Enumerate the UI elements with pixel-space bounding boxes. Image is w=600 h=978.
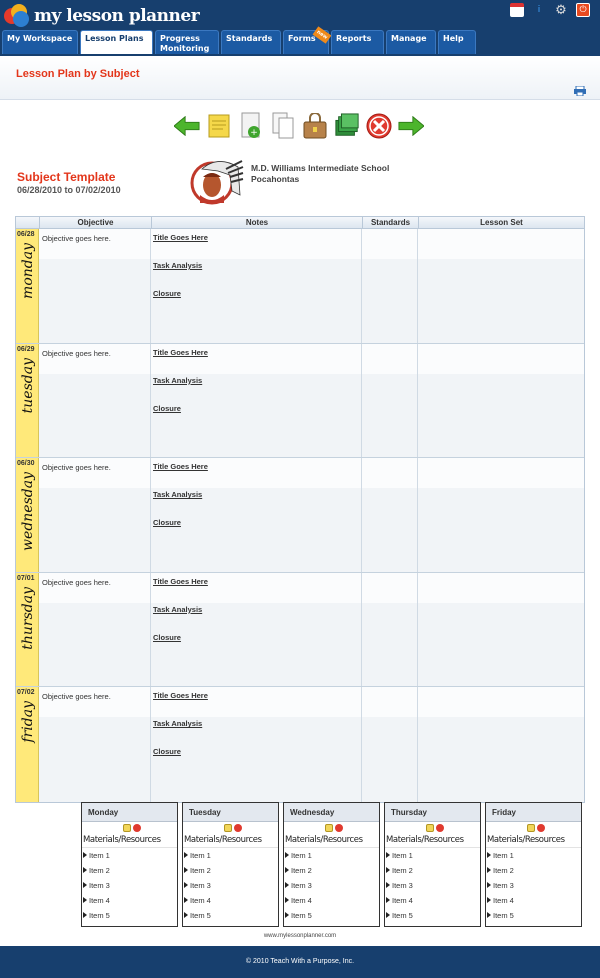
edit-icon[interactable] <box>123 824 131 832</box>
materials-label: Materials/Resources <box>486 833 581 848</box>
standards-cell[interactable] <box>362 229 418 343</box>
list-item: Item 2 <box>486 863 581 878</box>
task-analysis-link[interactable]: Task Analysis <box>153 490 203 500</box>
remove-icon[interactable] <box>436 824 444 832</box>
app-header <box>0 0 600 56</box>
day-label <box>16 344 39 458</box>
remove-icon[interactable] <box>335 824 343 832</box>
day-date: 07/01 <box>17 574 35 582</box>
list-item: Item 5 <box>385 908 480 923</box>
closure-link[interactable]: Closure <box>153 747 181 757</box>
materials-day-header: Tuesday <box>183 803 278 822</box>
day-row-monday <box>16 229 584 344</box>
materials-section <box>81 802 582 927</box>
materials-box-wednesday <box>283 802 380 927</box>
materials-day-header: Friday <box>486 803 581 822</box>
svg-text:+: + <box>250 128 258 138</box>
list-item: Item 4 <box>82 893 177 908</box>
closure-link[interactable]: Closure <box>153 632 181 642</box>
list-item: Item 2 <box>82 863 177 878</box>
lesson-set-cell[interactable] <box>418 687 584 802</box>
day-date: 07/02 <box>17 689 35 697</box>
day-name: monday <box>20 243 36 299</box>
list-item: Item 4 <box>486 893 581 908</box>
plan-header-row <box>16 217 584 229</box>
gear-icon[interactable]: ⚙ <box>555 2 567 18</box>
materials-box-thursday <box>384 802 481 927</box>
day-date: 06/30 <box>17 460 35 468</box>
materials-day-header: Wednesday <box>284 803 379 822</box>
school-name: M.D. Williams Intermediate School Pocahontas <box>251 163 390 184</box>
objective-cell[interactable]: Objective goes here. <box>39 573 151 687</box>
school-subtitle: Pocahontas <box>251 174 300 184</box>
list-item: Item 4 <box>385 893 480 908</box>
standards-cell[interactable] <box>362 573 418 687</box>
objective-cell[interactable]: Objective goes here. <box>39 458 151 572</box>
remove-icon[interactable] <box>133 824 141 832</box>
task-analysis-link[interactable]: Task Analysis <box>153 719 203 729</box>
list-item: Item 5 <box>82 908 177 923</box>
standards-cell[interactable] <box>362 687 418 802</box>
day-label <box>16 229 39 343</box>
list-item: Item 1 <box>183 848 278 863</box>
materials-day-header: Monday <box>82 803 177 822</box>
lesson-plan-table <box>15 216 585 803</box>
new-badge: new <box>313 26 332 43</box>
books-icon[interactable] <box>334 112 360 140</box>
site-url[interactable]: www.mylessonplanner.com <box>263 933 337 939</box>
remove-icon[interactable] <box>537 824 545 832</box>
standards-cell[interactable] <box>362 344 418 458</box>
title-link[interactable]: Title Goes Here <box>153 233 208 242</box>
objective-cell[interactable]: Objective goes here. <box>39 344 151 458</box>
copyright-text: © 2010 Teach With a Purpose, Inc. <box>245 958 355 965</box>
list-item: Item 3 <box>385 878 480 893</box>
tab-progress-monitoring[interactable]: Progress Monitoring <box>155 30 219 54</box>
list-item: Item 5 <box>183 908 278 923</box>
day-date: 06/28 <box>17 231 35 238</box>
subject-template-title: Subject Template <box>17 170 116 184</box>
materials-label: Materials/Resources <box>385 833 480 848</box>
materials-label: Materials/Resources <box>82 833 177 848</box>
standards-cell[interactable] <box>362 458 418 572</box>
materials-box-monday <box>81 802 178 927</box>
day-label <box>16 687 39 802</box>
page-footer <box>0 946 600 978</box>
power-icon[interactable]: ⏻ <box>576 3 590 17</box>
back-arrow-icon[interactable] <box>174 112 200 140</box>
list-item: Item 3 <box>82 878 177 893</box>
materials-day-header: Thursday <box>385 803 480 822</box>
lock-briefcase-icon[interactable] <box>302 112 328 140</box>
info-icon[interactable]: i <box>537 5 541 15</box>
list-item: Item 2 <box>385 863 480 878</box>
list-item: Item 5 <box>284 908 379 923</box>
forward-arrow-icon[interactable] <box>398 112 424 140</box>
day-name: tuesday <box>20 357 36 413</box>
day-row-wednesday <box>16 458 584 573</box>
lesson-set-cell[interactable] <box>418 229 584 343</box>
copy-page-icon[interactable] <box>270 112 296 140</box>
day-row-thursday <box>16 573 584 688</box>
edit-icon[interactable] <box>527 824 535 832</box>
day-name: friday <box>20 701 36 743</box>
materials-label: Materials/Resources <box>284 833 379 848</box>
day-date: 06/29 <box>17 345 35 353</box>
task-analysis-link[interactable]: Task Analysis <box>153 604 203 614</box>
task-analysis-link[interactable]: Task Analysis <box>153 375 203 385</box>
title-link[interactable]: Title Goes Here <box>153 691 208 701</box>
notes-cell <box>151 458 362 572</box>
day-column-header <box>16 217 39 228</box>
new-page-icon[interactable] <box>238 112 264 140</box>
logo-ball-icon <box>4 4 30 28</box>
calendar-icon[interactable] <box>510 3 524 17</box>
title-link[interactable]: Title Goes Here <box>153 347 208 357</box>
lesson-set-cell[interactable] <box>418 458 584 572</box>
title-link[interactable]: Title Goes Here <box>153 576 208 586</box>
closure-link[interactable]: Closure <box>153 403 181 413</box>
list-item: Item 3 <box>183 878 278 893</box>
main-nav <box>0 30 476 54</box>
standards-column-header: Standards <box>362 217 418 228</box>
notes-column-header: Notes <box>151 217 362 228</box>
day-name: thursday <box>20 586 36 650</box>
notes-cell <box>151 687 362 802</box>
list-item: Item 4 <box>183 893 278 908</box>
list-item: Item 2 <box>183 863 278 878</box>
app-logo[interactable] <box>4 4 199 28</box>
lesson-set-column-header: Lesson Set <box>418 217 584 228</box>
list-item: Item 1 <box>385 848 480 863</box>
lesson-set-cell[interactable] <box>418 573 584 687</box>
tab-lesson-plans[interactable]: Lesson Plans <box>80 30 153 54</box>
list-item: Item 4 <box>284 893 379 908</box>
edit-icon[interactable] <box>224 824 232 832</box>
sticky-note-icon[interactable] <box>206 112 232 140</box>
list-item: Item 5 <box>486 908 581 923</box>
school-mascot-logo <box>188 155 244 207</box>
objective-cell[interactable]: Objective goes here. <box>39 687 151 802</box>
tab-manage[interactable]: Manage <box>386 30 436 54</box>
page-title: Lesson Plan by Subject <box>16 68 140 80</box>
remove-icon[interactable] <box>234 824 242 832</box>
materials-label: Materials/Resources <box>183 833 278 848</box>
logo-text: my lesson planner <box>34 6 200 26</box>
objective-column-header: Objective <box>39 217 151 228</box>
edit-icon[interactable] <box>426 824 434 832</box>
tab-help[interactable]: Help <box>438 30 476 54</box>
plan-toolbar <box>174 112 424 140</box>
tab-reports[interactable]: Reports <box>331 30 384 54</box>
list-item: Item 2 <box>284 863 379 878</box>
notes-cell <box>151 344 362 458</box>
day-label <box>16 573 39 687</box>
list-item: Item 1 <box>284 848 379 863</box>
tab-my-workspace[interactable]: My Workspace <box>2 30 78 54</box>
title-area <box>0 56 600 100</box>
tab-standards[interactable]: Standards <box>221 30 281 54</box>
day-row-friday <box>16 687 584 802</box>
day-row-tuesday <box>16 344 584 459</box>
list-item: Item 3 <box>284 878 379 893</box>
materials-box-friday <box>485 802 582 927</box>
edit-icon[interactable] <box>325 824 333 832</box>
list-item: Item 1 <box>486 848 581 863</box>
materials-box-tuesday <box>182 802 279 927</box>
list-item: Item 1 <box>82 848 177 863</box>
tab-forms[interactable]: Forms new <box>283 30 329 54</box>
notes-cell <box>151 229 362 343</box>
print-icon[interactable] <box>574 86 586 96</box>
task-analysis-link[interactable]: Task Analysis <box>153 261 203 270</box>
title-link[interactable]: Title Goes Here <box>153 462 208 472</box>
day-name: wednesday <box>20 472 36 552</box>
notes-cell <box>151 573 362 687</box>
delete-icon[interactable] <box>366 112 392 140</box>
closure-link[interactable]: Closure <box>153 289 181 298</box>
lesson-set-cell[interactable] <box>418 344 584 458</box>
date-range: 06/28/2010 to 07/02/2010 <box>17 185 121 195</box>
day-label <box>16 458 39 572</box>
list-item: Item 3 <box>486 878 581 893</box>
objective-cell[interactable]: Objective goes here. <box>39 229 151 343</box>
closure-link[interactable]: Closure <box>153 518 181 528</box>
